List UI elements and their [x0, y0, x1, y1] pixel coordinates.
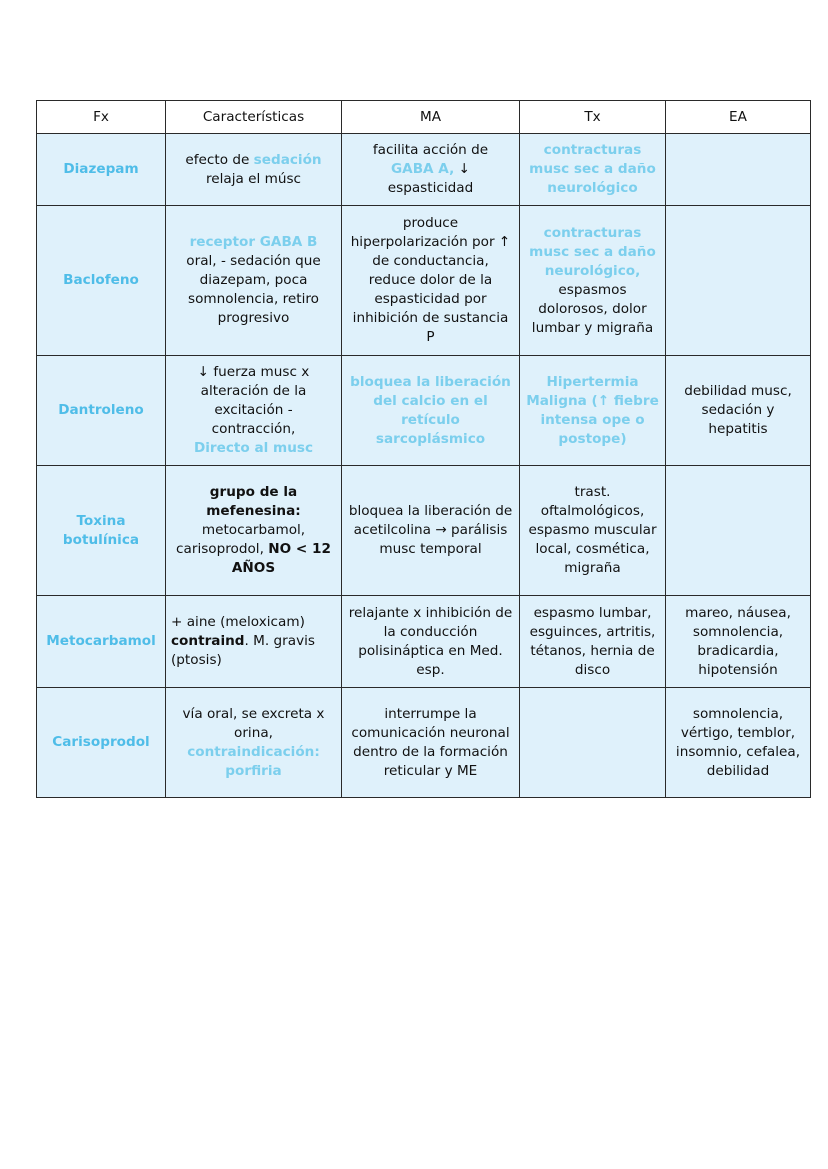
ea-cell: [666, 466, 811, 596]
header-ea: EA: [666, 101, 811, 134]
caracteristicas-cell: ↓ fuerza musc x alteración de la excitación - contracción, Directo al musc: [166, 356, 342, 466]
ea-cell: mareo, náusea, somnolencia, bradicardia, hipotensión: [666, 596, 811, 688]
drug-name: Toxina botulínica: [37, 466, 166, 596]
drug-name: Carisoprodol: [37, 688, 166, 798]
caracteristicas-cell: receptor GABA B oral, - sedación que diazepam, poca somnolencia, retiro progresivo: [166, 206, 342, 356]
table-row-baclofeno: [37, 206, 811, 356]
drug-name: Baclofeno: [37, 206, 166, 356]
ea-cell: [666, 134, 811, 206]
tx-cell: [520, 688, 666, 798]
table-row-toxina-botulinica: [37, 466, 811, 596]
tx-cell: trast. oftalmológicos, espasmo muscular local, cosmética, migraña: [520, 466, 666, 596]
caracteristicas-cell: + aine (meloxicam) contraind. M. gravis (ptosis): [166, 596, 342, 688]
ma-cell: relajante x inhibición de la conducción polisináptica en Med. esp.: [342, 596, 520, 688]
tx-cell: contracturas musc sec a daño neurológico, espasmos dolorosos, dolor lumbar y migraña: [520, 206, 666, 356]
table-row-diazepam: [37, 134, 811, 206]
header-row: [37, 101, 811, 134]
header-fx: Fx: [37, 101, 166, 134]
drug-name: Metocarbamol: [37, 596, 166, 688]
table-row-carisoprodol: [37, 688, 811, 798]
caracteristicas-cell: vía oral, se excreta x orina, contraindicación: porfiria: [166, 688, 342, 798]
ea-cell: [666, 206, 811, 356]
caracteristicas-cell: grupo de la mefenesina: metocarbamol, carisoprodol, NO < 12 AÑOS: [166, 466, 342, 596]
ma-cell: interrumpe la comunicación neuronal dentro de la formación reticular y ME: [342, 688, 520, 798]
drug-table: [36, 100, 811, 798]
drug-name: Dantroleno: [37, 356, 166, 466]
tx-cell: contracturas musc sec a daño neurológico: [520, 134, 666, 206]
tx-cell: Hipertermia Maligna (↑ fiebre intensa ope o postope): [520, 356, 666, 466]
header-ma: MA: [342, 101, 520, 134]
ma-cell: produce hiperpolarización por ↑ de conductancia, reduce dolor de la espasticidad por inhibición de sustancia P: [342, 206, 520, 356]
header-tx: Tx: [520, 101, 666, 134]
tx-cell: espasmo lumbar, esguinces, artritis, tétanos, hernia de disco: [520, 596, 666, 688]
table-row-metocarbamol: [37, 596, 811, 688]
drug-name: Diazepam: [37, 134, 166, 206]
table-row-dantroleno: [37, 356, 811, 466]
header-caracteristicas: Características: [166, 101, 342, 134]
ma-cell: bloquea la liberación de acetilcolina → parálisis musc temporal: [342, 466, 520, 596]
ea-cell: somnolencia, vértigo, temblor, insomnio, cefalea, debilidad: [666, 688, 811, 798]
caracteristicas-cell: efecto de sedación relaja el músc: [166, 134, 342, 206]
ma-cell: bloquea la liberación del calcio en el retículo sarcoplásmico: [342, 356, 520, 466]
ea-cell: debilidad musc, sedación y hepatitis: [666, 356, 811, 466]
ma-cell: facilita acción de GABA A, ↓ espasticidad: [342, 134, 520, 206]
